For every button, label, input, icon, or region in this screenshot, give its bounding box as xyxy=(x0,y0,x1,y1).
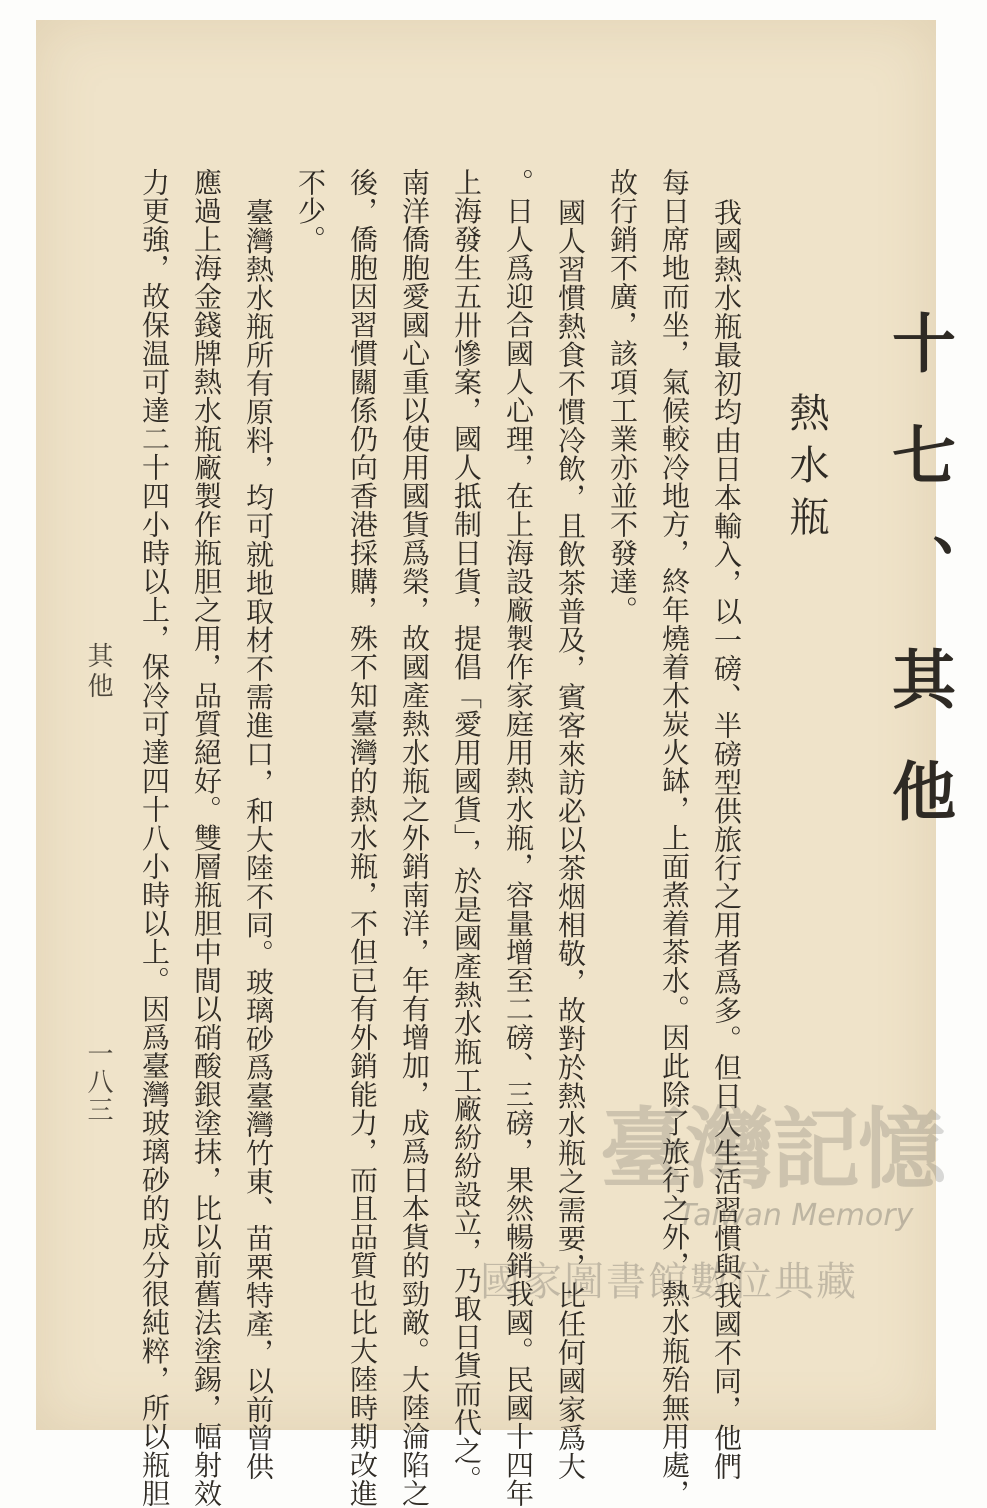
taiwan-memory-watermark xyxy=(480,1080,945,1305)
text-column: 力更強，故保温可達二十四小時以上，保冷可達四十八小時以上。因爲臺灣玻璃砂的成分很純粹，所以瓶胆 xyxy=(138,168,171,1508)
watermark-logo: 臺灣記憶 xyxy=(600,1097,945,1201)
watermark-english: Taiwan Memory xyxy=(678,1198,914,1233)
section-title: 熱水瓶 xyxy=(783,392,829,548)
text-column: 上海發生五卅慘案，國人抵制日貨，提倡「愛用國貨」，於是國產熱水瓶工廠紛紛設立，乃取日貨而代之。 xyxy=(450,168,483,1494)
text-column: 不少。 xyxy=(294,168,327,254)
running-head: 其他 xyxy=(83,642,113,702)
text-column: 應過上海金錢牌熱水瓶廠製作瓶胆之用，品質絕好。雙層瓶胆中間以硝酸銀塗抹，比以前舊法塗錫，幅射效 xyxy=(190,168,223,1508)
text-column: 臺灣熱水瓶所有原料，均可就地取材不需進口，和大陸不同。玻璃砂爲臺灣竹東、苗栗特產，以前曾供 xyxy=(242,198,275,1481)
text-column: 每日席地而坐，氣候較冷地方，終年燒着木炭火缽，上面煮着茶水。因此除了旅行之外，熱水瓶殆無用處， xyxy=(658,168,691,1508)
chapter-title: 十七、其他 xyxy=(881,310,956,870)
text-column: 我國熱水瓶最初均由日本輸入，以一磅、半磅型供旅行之用者爲多。但日人生活習慣與我國不同，他們 xyxy=(710,198,743,1481)
text-column: 南洋僑胞愛國心重以使用國貨爲榮，故國產熱水瓶之外銷南洋，年有增加，成爲日本貨的勁敵。大陸淪陷之 xyxy=(398,168,431,1508)
watermark-subtitle: 國家圖書館數位典藏 xyxy=(480,1259,858,1305)
text-column: 。日人爲迎合國人心理，在上海設廠製作家庭用熱水瓶，容量增至二磅、三磅，果然暢銷我國。民國十四年 xyxy=(502,168,535,1508)
text-column: 國人習慣熱食不慣冷飲，且飲茶普及，賓客來訪必以茶烟相敬，故對於熱水瓶之需要，比任何國家爲大 xyxy=(554,198,587,1481)
text-column: 後，僑胞因習慣關係仍向香港採購，殊不知臺灣的熱水瓶，不但已有外銷能力，而且品質也比大陸時期改進 xyxy=(346,168,379,1508)
page-number: 一八三 xyxy=(83,1040,113,1124)
text-column: 故行銷不廣，該項工業亦並不發達。 xyxy=(606,168,639,624)
